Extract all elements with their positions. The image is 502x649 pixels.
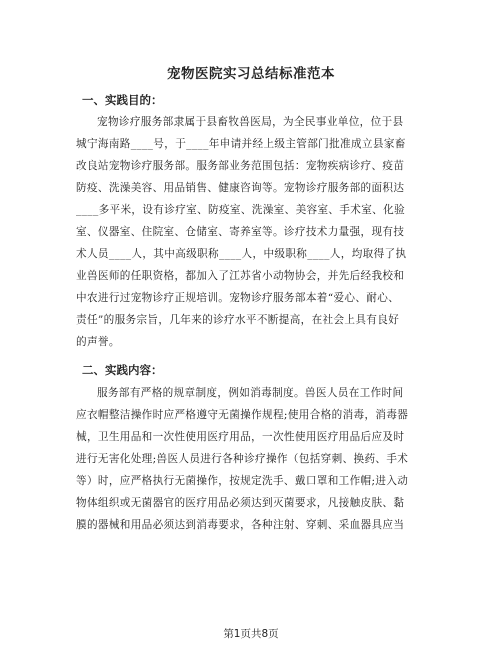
paragraph-line: 中农进行过宠物诊疗正规培训。宠物诊疗服务部本着“爱心、耐心、 xyxy=(76,292,400,304)
section-heading-content: 二、实践内容： xyxy=(82,363,163,377)
paragraph-line: 应衣帽整洁操作时应严格遵守无菌操作规程;使用合格的消毒，消毒器 xyxy=(76,409,409,421)
paragraph-line: 防疫、洗澡美容、用品销售、健康咨询等。宠物诊疗服务部的面积达 xyxy=(76,182,405,194)
paragraph-line: 责任”的服务宗旨，几年来的诊疗水平不断提高，在社会上具有良好 xyxy=(76,314,400,326)
paragraph-line: 进行无害化处理;兽医人员进行各种诊疗操作（包括穿刺、换药、手术 xyxy=(76,453,409,465)
paragraph-line: 术人员____人，其中高级职称____人，中级职称____人，均取得了执 xyxy=(76,248,407,260)
section-body-purpose xyxy=(76,111,432,353)
paragraph-line: 物体组织或无菌器官的医疗用品必须达到灭菌要求，凡接触皮肤、黏 xyxy=(76,497,405,509)
paragraph-line: 室、仪器室、住院室、仓储室、寄养室等。诊疗技术力量强，现有技 xyxy=(76,226,405,238)
paragraph-line: 业兽医师的任职资格，都加入了江苏省小动物协会，并先后经我校和 xyxy=(76,270,405,282)
paragraph-line: 服务部有严格的规章制度，例如消毒制度。兽医人员在工作时间 xyxy=(97,387,404,399)
paragraph-line: 膜的器械和用品必须达到消毒要求，各种注射、穿刺、采血器具应当 xyxy=(76,519,405,531)
paragraph-line: ____多平米，设有诊疗室、防疫室、洗澡室、美容室、手术室、化验 xyxy=(76,204,406,216)
paragraph-line: 的声誉。 xyxy=(76,336,120,348)
paragraph-line: 等）时，应严格执行无菌操作，按规定洗手、戴口罩和工作帽;进入动 xyxy=(76,475,409,487)
paragraph-line: 宠物诊疗服务部隶属于县畜牧兽医局，为全民事业单位，位于县 xyxy=(97,116,404,128)
paragraph-line: 械，卫生用品和一次性使用医疗用品，一次性使用医疗用品后应及时 xyxy=(76,431,405,443)
page-footer: 第1页共8页 xyxy=(223,628,279,640)
document-title: 宠物医院实习总结标准范本 xyxy=(167,66,335,82)
paragraph-line: 城宁海南路____号，于____年申请并经上级主管部门批准成立县家畜 xyxy=(76,138,406,150)
paragraph-line: 改良站宠物诊疗服务部。服务部业务范围包括：宠物疾病诊疗、疫苗 xyxy=(76,160,405,172)
section-body-content xyxy=(76,382,432,536)
section-heading-purpose: 一、实践目的： xyxy=(82,93,163,107)
